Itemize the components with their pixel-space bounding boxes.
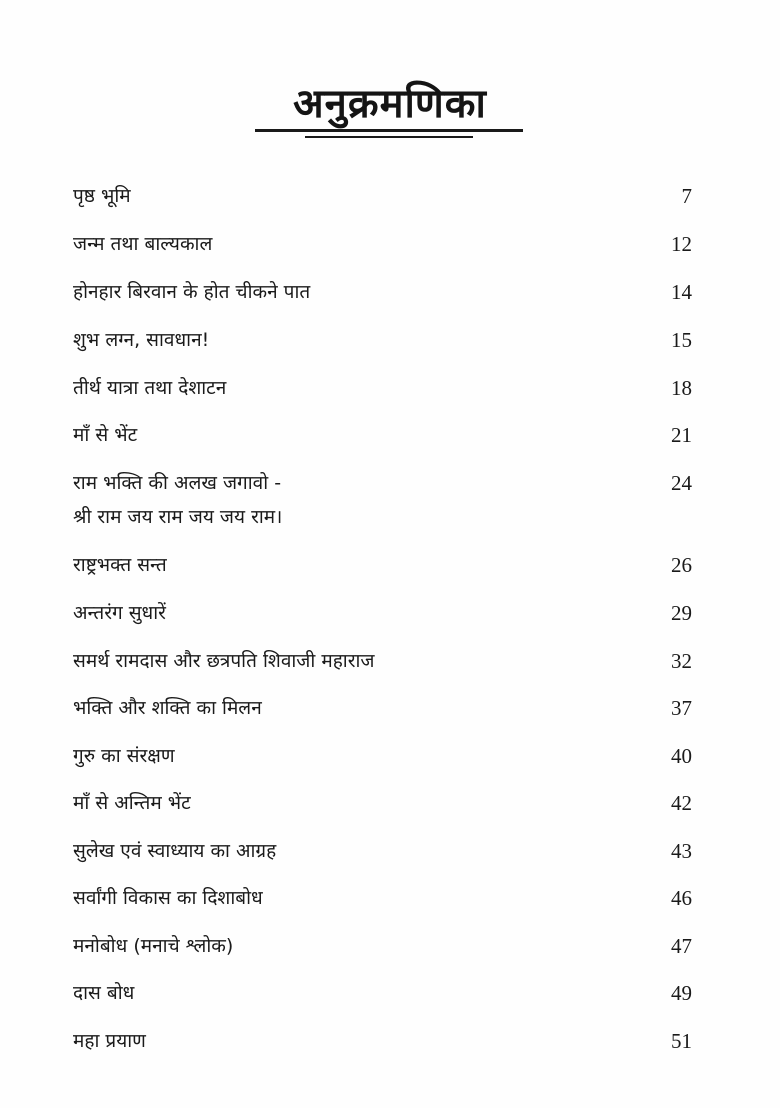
toc-entry-label: तीर्थ यात्रा तथा देशाटन bbox=[73, 377, 227, 399]
toc-entry-page: 26 bbox=[671, 553, 692, 577]
toc-entry-page: 40 bbox=[671, 744, 692, 768]
toc-entry-page: 46 bbox=[671, 886, 692, 910]
toc-entry-page: 47 bbox=[671, 934, 692, 958]
toc-entry-label: सर्वांगी विकास का दिशाबोध bbox=[73, 887, 263, 909]
page-title: अनुक्रमणिका bbox=[293, 81, 487, 127]
toc-entry-label-line2: श्री राम जय राम जय जय राम। bbox=[73, 506, 283, 528]
toc-entry-label: महा प्रयाण bbox=[73, 1030, 146, 1052]
toc-entry-label: मनोबोध (मनाचे श्लोक) bbox=[73, 935, 234, 957]
toc-entry-label: अन्तरंग सुधारें bbox=[73, 602, 166, 624]
toc-entry-label: राष्ट्रभक्त सन्त bbox=[73, 554, 167, 576]
toc-entry-page: 42 bbox=[671, 791, 692, 815]
toc-entry-page: 51 bbox=[671, 1029, 692, 1053]
title-underline-short bbox=[305, 136, 473, 138]
toc-entry-label: पृष्ठ भूमि bbox=[73, 185, 131, 207]
toc-entry-page: 37 bbox=[671, 696, 692, 720]
toc-entry-label: माँ से अन्तिम भेंट bbox=[73, 792, 191, 814]
toc-entry-label: माँ से भेंट bbox=[73, 424, 138, 446]
toc-entry-label: होनहार बिरवान के होत चीकने पात bbox=[73, 281, 311, 303]
toc-entry-page: 21 bbox=[671, 423, 692, 447]
toc-entry-page: 7 bbox=[681, 184, 692, 208]
toc-entry-label: गुरु का संरक्षण bbox=[73, 745, 175, 767]
toc-entry-page: 15 bbox=[671, 328, 692, 352]
toc-entry-page: 12 bbox=[671, 232, 692, 256]
toc-entry-label: जन्म तथा बाल्यकाल bbox=[73, 233, 213, 255]
toc-entry-page: 43 bbox=[671, 839, 692, 863]
toc-entry-label: सुलेख एवं स्वाध्याय का आग्रह bbox=[73, 840, 277, 862]
toc-entry-page: 29 bbox=[671, 601, 692, 625]
toc-entry-page: 18 bbox=[671, 376, 692, 400]
toc-entry-label: दास बोध bbox=[73, 982, 135, 1004]
title-underline-long bbox=[255, 129, 523, 132]
toc-entry-label: भक्ति और शक्ति का मिलन bbox=[73, 697, 262, 719]
toc-entry-page: 49 bbox=[671, 981, 692, 1005]
toc-entry-label: राम भक्ति की अलख जगावो - bbox=[73, 472, 282, 494]
toc-entry-page: 14 bbox=[671, 280, 692, 304]
toc-entry-page: 24 bbox=[671, 471, 692, 495]
toc-entry-label: समर्थ रामदास और छत्रपति शिवाजी महाराज bbox=[73, 650, 375, 672]
toc-entry-label: शुभ लग्न, सावधान! bbox=[73, 329, 210, 351]
toc-entry-page: 32 bbox=[671, 649, 692, 673]
